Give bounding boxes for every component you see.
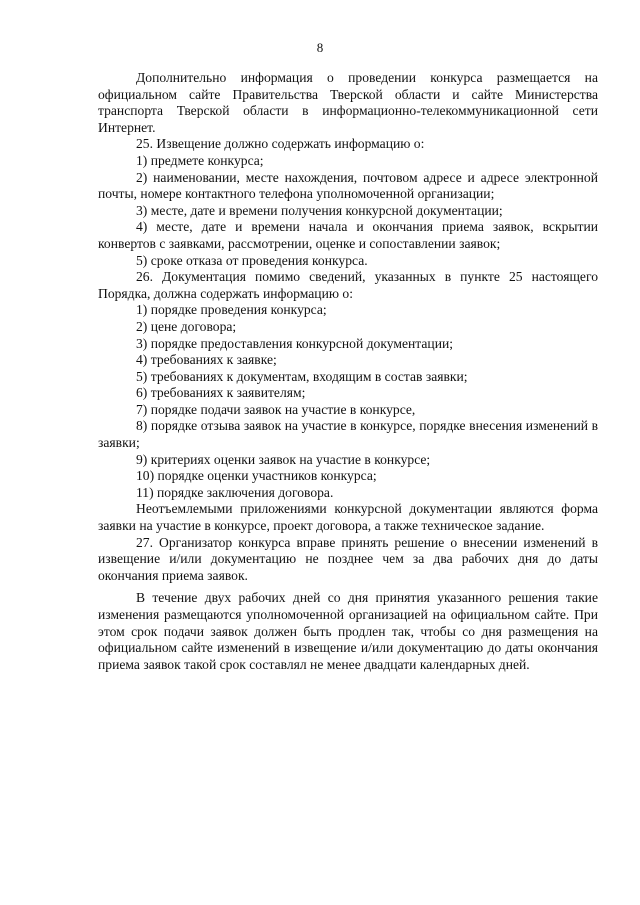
page-number: 8 bbox=[316, 40, 324, 55]
paragraph: 11) порядке заключения договора. bbox=[136, 484, 334, 500]
paragraph: 4) требованиях к заявке; bbox=[136, 352, 277, 368]
paragraph: 5) требованиях к документам, входящим в состав заявки; bbox=[136, 368, 468, 384]
paragraph: 25. Извещение должно содержать информацию о: bbox=[136, 136, 425, 152]
paragraph: 6) требованиях к заявителям; bbox=[136, 385, 306, 401]
paragraph: Дополнительно информация о проведении конкурса размещается на официальном сайте Правительства Тверской области и сайте Министерства транспорта Тверской области в информационно-телекоммуникационной сети Интернет. bbox=[98, 70, 598, 135]
paragraph: 26. Документация помимо сведений, указанных в пункте 25 настоящего Порядка, должна содержать информацию о: bbox=[98, 269, 598, 301]
paragraph: 4) месте, дате и времени начала и окончания приема заявок, вскрытии конвертов с заявками, рассмотрении, оценке и сопоставлении заявок; bbox=[98, 219, 598, 251]
paragraph: 1) предмете конкурса; bbox=[136, 152, 264, 168]
paragraph: 2) цене договора; bbox=[136, 318, 237, 334]
paragraph: 3) месте, дате и времени получения конкурсной документации; bbox=[136, 202, 503, 218]
paragraph: 9) критериях оценки заявок на участие в конкурсе; bbox=[136, 451, 431, 467]
paragraph: 1) порядке проведения конкурса; bbox=[136, 302, 327, 318]
paragraph: 7) порядке подачи заявок на участие в конкурсе, bbox=[136, 401, 416, 417]
paragraph: 8) порядке отзыва заявок на участие в конкурсе, порядке внесения изменений в заявки; bbox=[98, 418, 598, 451]
paragraph: 3) порядке предоставления конкурсной документации; bbox=[136, 335, 454, 351]
document-body bbox=[98, 70, 598, 673]
paragraph: 10) порядке оценки участников конкурса; bbox=[136, 468, 377, 484]
paragraph: Неотъемлемыми приложениями конкурсной документации являются форма заявки на участие в конкурсе, проект договора, а также техническое задание. bbox=[98, 501, 598, 534]
paragraph: 2) наименовании, месте нахождения, почтовом адресе и адресе электронной почты, номере контактного телефона уполномоченной организации; bbox=[98, 169, 598, 202]
paragraph: В течение двух рабочих дней со дня принятия указанного решения такие изменения размещаются уполномоченной организацией на официальном сайте. При этом срок подачи заявок должен быть продлен так, чтобы со дня размещения на официальном сайте изменений в извещение и/или документацию до даты окончания приема заявок такой срок составлял не менее двадцати календарных дней. bbox=[98, 590, 598, 672]
paragraph: 27. Организатор конкурса вправе принять решение о внесении изменений в извещение и/или документацию не позднее чем за два рабочих дня до даты окончания приема заявок. bbox=[98, 534, 598, 583]
paragraph: 5) сроке отказа от проведения конкурса. bbox=[136, 252, 368, 268]
